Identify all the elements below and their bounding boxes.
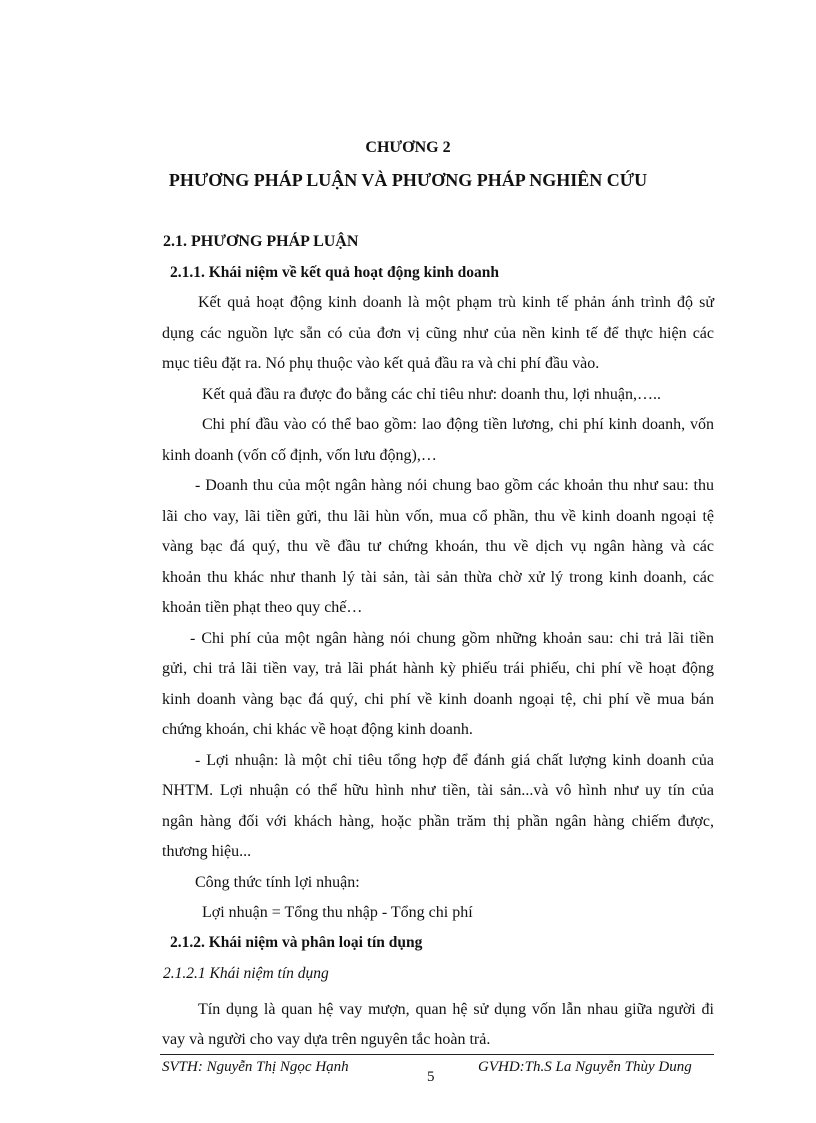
formula-line: Lợi nhuận = Tổng thu nhập - Tổng chi phí: [202, 904, 473, 921]
subsubsection-heading: 2.1.2.1 Khái niệm tín dụng: [163, 965, 329, 982]
body-line: vàng bạc đá quý, thu về đầu tư chứng khoán, thu về dịch vụ ngân hàng và các: [162, 538, 714, 555]
body-line: khoản thu khác như thanh lý tài sản, tài sản thừa chờ xử lý trong kinh doanh, các: [162, 569, 714, 586]
body-line: thương hiệu...: [162, 843, 252, 860]
body-line: chứng khoán, chi khác về hoạt động kinh doanh.: [162, 721, 473, 738]
body-line: Kết quả hoạt động kinh doanh là một phạm trù kinh tế phản ánh trình độ sử: [198, 294, 714, 311]
section-heading: 2.1. PHƯƠNG PHÁP LUẬN: [163, 233, 359, 250]
chapter-title: PHƯƠNG PHÁP LUẬN VÀ PHƯƠNG PHÁP NGHIÊN CỨU: [168, 170, 648, 190]
body-line: NHTM. Lợi nhuận có thể hữu hình như tiền, tài sản...và vô hình như uy tín của: [162, 782, 714, 799]
body-line: dụng các nguồn lực sẵn có của đơn vị cũng như của nền kinh tế để thực hiện các: [162, 325, 714, 342]
subsection-heading: 2.1.1. Khái niệm về kết quả hoạt động kinh doanh: [170, 264, 500, 281]
body-line: Tín dụng là quan hệ vay mượn, quan hệ sử dụng vốn lẫn nhau giữa người đi: [198, 1001, 714, 1018]
body-line: - Lợi nhuận: là một chỉ tiêu tổng hợp để đánh giá chất lượng kinh doanh của: [195, 752, 714, 769]
page-number: 5: [427, 1069, 435, 1085]
body-line: ngân hàng đối với khách hàng, hoặc phần trăm thị phần ngân hàng chiếm được,: [162, 813, 714, 830]
body-line: mục tiêu đặt ra. Nó phụ thuộc vào kết quả đầu ra và chi phí đầu vào.: [162, 355, 600, 372]
subsection-heading: 2.1.2. Khái niệm và phân loại tín dụng: [170, 934, 423, 951]
body-line: vay và người cho vay dựa trên nguyên tắc hoàn trả.: [162, 1031, 491, 1048]
body-line: Chi phí đầu vào có thể bao gồm: lao động tiền lương, chi phí kinh doanh, vốn: [202, 416, 714, 433]
body-line: kinh doanh vàng bạc đá quý, chi phí về kinh doanh ngoại tệ, chi phí về mua bán: [162, 691, 714, 708]
body-line: lãi cho vay, lãi tiền gửi, thu lãi hùn vốn, mua cổ phần, thu về kinh doanh ngoại tệ: [162, 508, 714, 525]
body-line: gửi, chi trả lãi tiền vay, trả lãi phát hành kỳ phiếu trái phiếu, chi phí về hoạt động: [162, 660, 714, 677]
body-line: kinh doanh (vốn cố định, vốn lưu động),…: [162, 447, 437, 464]
body-line: khoản tiền phạt theo quy chế…: [162, 599, 363, 616]
chapter-number: CHƯƠNG 2: [365, 139, 451, 156]
footer-student: SVTH: Nguyễn Thị Ngọc Hạnh: [162, 1059, 349, 1075]
footer-advisor: GVHD:Th.S La Nguyễn Thùy Dung: [478, 1059, 692, 1075]
body-line: Kết quả đầu ra được đo bằng các chỉ tiêu như: doanh thu, lợi nhuận,…..: [202, 386, 662, 403]
body-line: Công thức tính lợi nhuận:: [195, 874, 360, 891]
footer-divider: [160, 1054, 714, 1055]
body-line: - Doanh thu của một ngân hàng nói chung bao gồm các khoản thu như sau: thu: [195, 477, 714, 494]
body-line: - Chi phí của một ngân hàng nói chung gồm những khoản sau: chi trả lãi tiền: [190, 630, 714, 647]
